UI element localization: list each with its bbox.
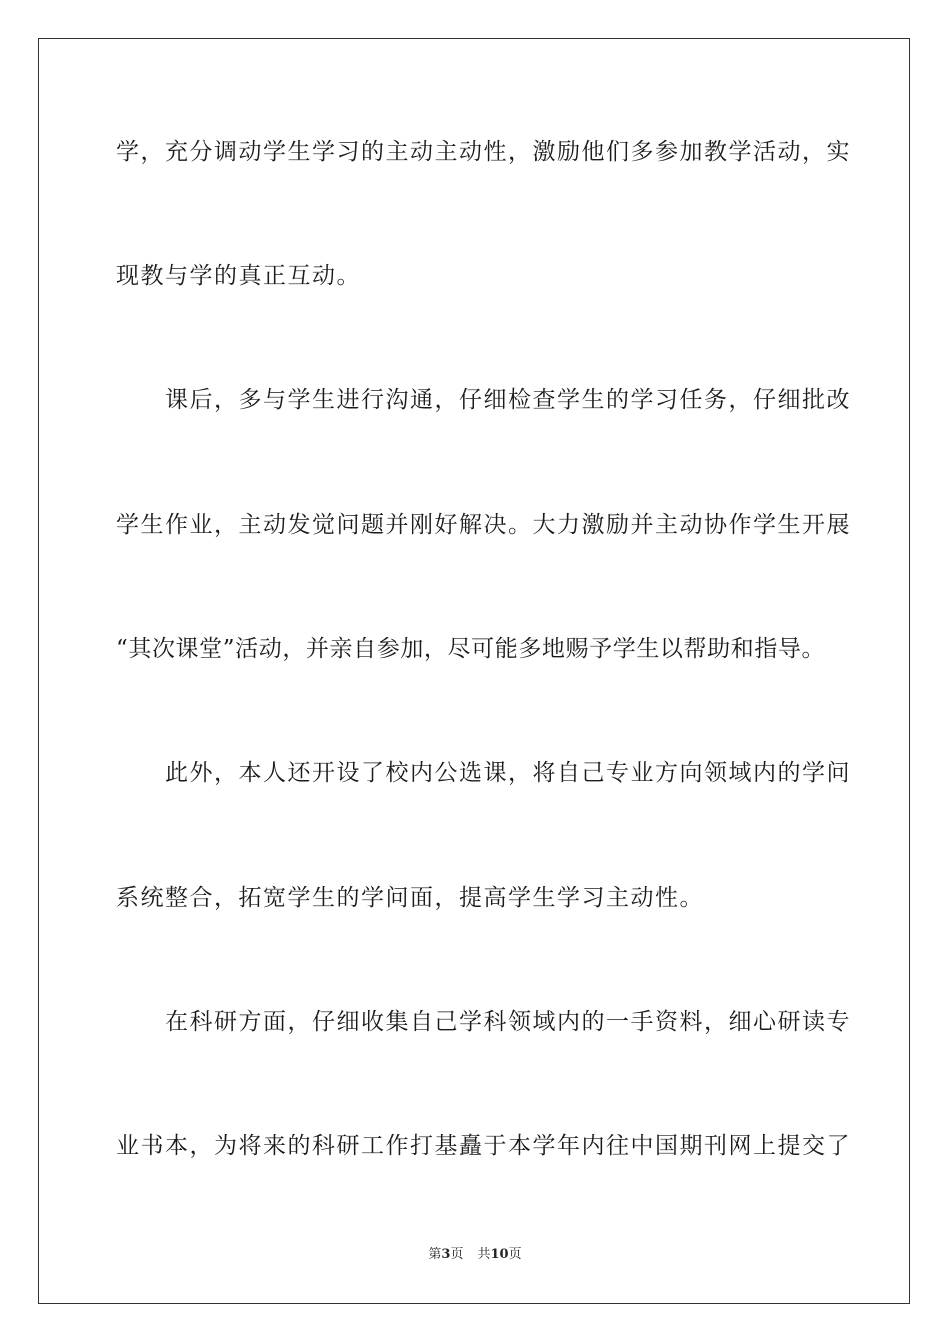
text-line-1: 学，充分调动学生学习的主动主动性，激励他们多参加教学活动，实	[116, 139, 851, 165]
text-line-6: 此外，本人还开设了校内公选课，将自己专业方向领域内的学问	[165, 760, 851, 786]
text-line-8: 在科研方面，仔细收集自己学科领域内的一手资料，细心研读专	[165, 1009, 851, 1035]
total-prefix: 共	[477, 1247, 491, 1262]
text-line-7: 系统整合，拓宽学生的学问面，提高学生学习主动性。	[116, 885, 704, 911]
text-line-3: 课后，多与学生进行沟通，仔细检查学生的学习任务，仔细批改	[165, 387, 851, 413]
text-line-4: 学生作业，主动发觉问题并刚好解决。大力激励并主动协作学生开展	[116, 512, 851, 538]
text-line-2: 现教与学的真正互动。	[116, 263, 361, 289]
text-line-9: 业书本，为将来的科研工作打基矗于本学年内往中国期刊网上提交了	[116, 1133, 851, 1159]
text-line-5: “其次课堂”活动，并亲自参加，尽可能多地赐予学生以帮助和指导。	[116, 636, 826, 662]
page-prefix: 第	[428, 1247, 442, 1262]
page-border	[38, 38, 910, 1304]
page-footer	[0, 1246, 950, 1264]
total-pages: 10	[490, 1247, 509, 1262]
page-suffix: 页	[450, 1247, 464, 1262]
total-suffix: 页	[508, 1247, 522, 1262]
page-number: 3	[441, 1247, 451, 1262]
